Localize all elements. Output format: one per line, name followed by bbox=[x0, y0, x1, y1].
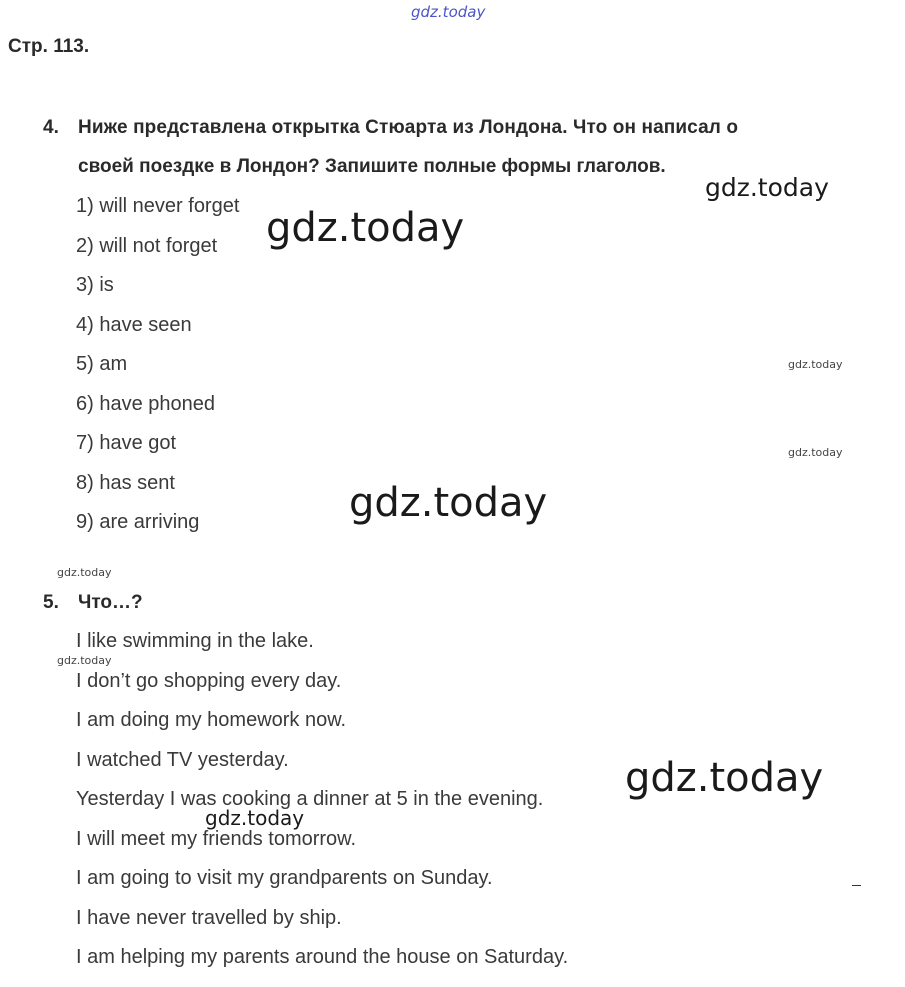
task4-answer-8: 8) has sent bbox=[76, 472, 175, 494]
stray-mark bbox=[852, 885, 861, 886]
watermark-small-4: gdz.today bbox=[57, 654, 112, 667]
task4-answer-9: 9) are arriving bbox=[76, 511, 200, 533]
task4-answer-2: 2) will not forget bbox=[76, 235, 218, 257]
watermark-small-3: gdz.today bbox=[57, 566, 112, 579]
task5-title: Что…? bbox=[78, 592, 143, 613]
watermark-mid-2: gdz.today bbox=[205, 806, 305, 830]
task4-answer-1: 1) will never forget bbox=[76, 195, 240, 217]
task5-answer-4: I watched TV yesterday. bbox=[76, 749, 289, 771]
task4-instruction-line2: своей поездке в Лондон? Запишите полные формы глаголов. bbox=[78, 156, 666, 177]
watermark-big-1: gdz.today bbox=[266, 205, 465, 251]
task4-answer-4: 4) have seen bbox=[76, 314, 192, 336]
task5-answer-5: Yesterday I was cooking a dinner at 5 in the evening. bbox=[76, 788, 544, 810]
watermark-big-3: gdz.today bbox=[625, 755, 824, 801]
task4-answer-3: 3) is bbox=[76, 274, 114, 296]
task5-answer-2: I don’t go shopping every day. bbox=[76, 670, 342, 692]
task4-number: 4. bbox=[43, 117, 59, 138]
task4-answer-6: 6) have phoned bbox=[76, 393, 216, 415]
task4-answer-7: 7) have got bbox=[76, 432, 177, 454]
task5-answer-7: I am going to visit my grandparents on Sunday. bbox=[76, 867, 493, 889]
page-reference: Стр. 113. bbox=[8, 36, 90, 57]
task4-instruction-line1: Ниже представлена открытка Стюарта из Лондона. Что он написал о bbox=[78, 117, 739, 138]
watermark-small-1: gdz.today bbox=[788, 358, 843, 371]
watermark-small-2: gdz.today bbox=[788, 446, 843, 459]
task4-answer-5: 5) am bbox=[76, 353, 128, 375]
watermark-big-2: gdz.today bbox=[349, 480, 548, 526]
task5-answer-9: I am helping my parents around the house on Saturday. bbox=[76, 946, 569, 968]
watermark-top: gdz.today bbox=[411, 3, 486, 21]
task5-number: 5. bbox=[43, 592, 59, 613]
task5-answer-3: I am doing my homework now. bbox=[76, 709, 347, 731]
task5-answer-1: I like swimming in the lake. bbox=[76, 630, 314, 652]
watermark-mid-1: gdz.today bbox=[705, 173, 829, 202]
task5-answer-6: I will meet my friends tomorrow. bbox=[76, 828, 357, 850]
task5-answer-8: I have never travelled by ship. bbox=[76, 907, 342, 929]
